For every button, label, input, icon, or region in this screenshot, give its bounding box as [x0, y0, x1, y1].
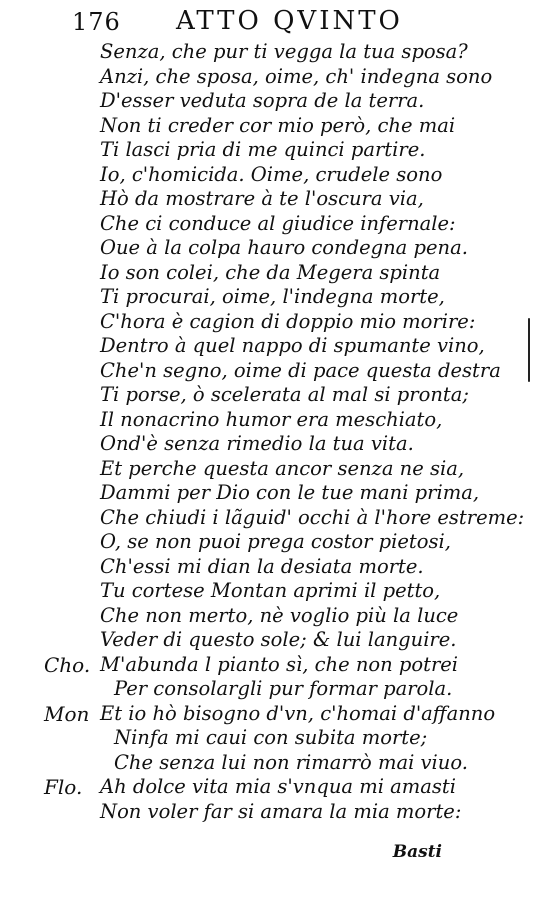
verse-text: O, se non puoi prega costor pietosi, — [100, 530, 451, 553]
verse-block — [0, 40, 542, 824]
verse-line — [0, 775, 542, 800]
verse-line — [0, 432, 542, 457]
verse-line — [0, 138, 542, 163]
verse-text: Che non merto, nè voglio più la luce — [100, 603, 459, 627]
verse-text: Ond'è senza rimedio la tua vita. — [100, 432, 414, 455]
verse-text: Io son colei, che da Megera spinta — [100, 260, 441, 284]
page-header — [72, 4, 472, 38]
verse-line — [0, 555, 542, 580]
verse-line — [0, 383, 542, 408]
verse-line — [0, 310, 542, 335]
verse-line — [0, 212, 542, 237]
speaker-label: Flo. — [44, 775, 83, 799]
verse-line — [0, 604, 542, 629]
speaker-label: Cho. — [44, 652, 91, 677]
verse-text: Non voler far si amara la mia morte: — [100, 799, 462, 823]
verse-text: Ti porse, ò scelerata al mal si pronta; — [100, 383, 469, 406]
verse-text: Tu cortese Montan aprimi il petto, — [100, 579, 441, 602]
verse-text: Senza, che pur ti vegga la tua sposa? — [100, 40, 468, 63]
verse-text: Anzi, che sposa, oime, ch' indegna sono — [100, 64, 493, 88]
running-head: ATTO QVINTO — [176, 6, 403, 36]
verse-text: Veder di questo sole; & lui languire. — [100, 628, 457, 651]
verse-text: Ninfa mi caui con subita morte; — [114, 726, 428, 749]
verse-text: Dentro à quel nappo di spumante vino, — [100, 334, 485, 357]
verse-line — [0, 285, 542, 310]
verse-text: Io, c'homicida. Oime, crudele sono — [100, 162, 443, 186]
verse-text: Et perche questa ancor senza ne sia, — [100, 456, 465, 480]
page-number: 176 — [72, 8, 121, 36]
verse-line — [0, 408, 542, 433]
verse-line — [0, 89, 542, 114]
verse-text: Ti procurai, oime, l'indegna morte, — [100, 285, 445, 308]
verse-line — [0, 530, 542, 555]
verse-line — [0, 653, 542, 678]
verse-text: Per consolargli pur formar parola. — [114, 677, 453, 700]
verse-line — [0, 702, 542, 727]
catchword: Basti — [392, 842, 442, 862]
verse-text: C'hora è cagion di doppio mio morire: — [100, 309, 476, 333]
verse-text: Ti lasci pria di me quinci partire. — [100, 138, 426, 161]
verse-line — [0, 114, 542, 139]
verse-text: M'abunda l pianto sì, che non potrei — [100, 652, 459, 676]
verse-line — [0, 726, 542, 751]
verse-line — [0, 163, 542, 188]
verse-text: Che senza lui non rimarrò mai viuo. — [114, 750, 468, 774]
verse-line — [0, 261, 542, 286]
verse-text: Ah dolce vita mia s'vnqua mi amasti — [100, 775, 456, 798]
verse-text: Che ci conduce al giudice infernale: — [100, 211, 456, 235]
verse-line — [0, 334, 542, 359]
verse-line — [0, 628, 542, 653]
verse-line — [0, 359, 542, 384]
verse-line — [0, 457, 542, 482]
verse-line — [0, 800, 542, 825]
verse-text: D'esser veduta sopra de la terra. — [100, 89, 425, 112]
page-edge-mark — [528, 318, 530, 382]
verse-text: Hò da mostrare à te l'oscura via, — [100, 187, 424, 210]
verse-text: Il nonacrino humor era meschiato, — [100, 407, 443, 431]
verse-line — [0, 506, 542, 531]
verse-line — [0, 579, 542, 604]
verse-line — [0, 677, 542, 702]
verse-text: Et io hò bisogno d'vn, c'homai d'affanno — [100, 701, 496, 725]
verse-line — [0, 65, 542, 90]
verse-text: Non ti creder cor mio però, che mai — [100, 113, 456, 137]
verse-line — [0, 187, 542, 212]
verse-text: Che'n segno, oime di pace questa destra — [100, 358, 501, 382]
speaker-label: Mon — [44, 701, 90, 726]
verse-line — [0, 481, 542, 506]
verse-line — [0, 236, 542, 261]
verse-line — [0, 751, 542, 776]
verse-line — [0, 40, 542, 65]
verse-text: Oue à la colpa hauro condegna pena. — [100, 236, 468, 259]
verse-text: Dammi per Dio con le tue mani prima, — [100, 481, 480, 504]
verse-text: Che chiudi i lãguid' occhi à l'hore estreme: — [100, 505, 525, 529]
verse-text: Ch'essi mi dian la desiata morte. — [100, 554, 424, 578]
